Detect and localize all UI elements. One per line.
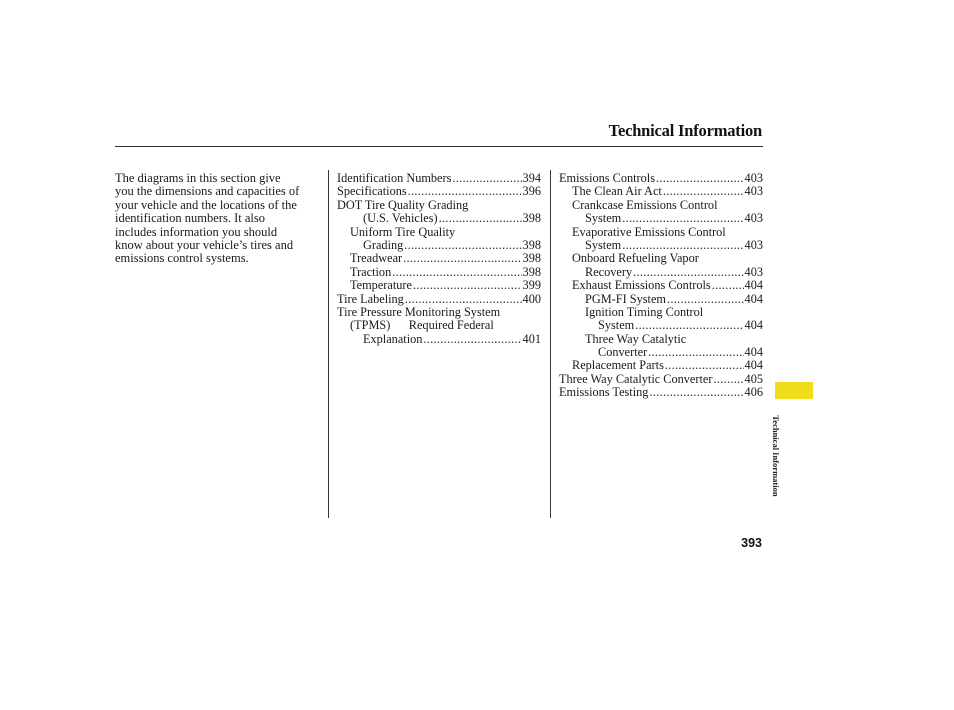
intro-line: emissions control systems.	[115, 251, 249, 266]
section-side-label: Technical Information	[771, 415, 781, 497]
toc-entry-heading: (TPMS) Required Federal	[350, 318, 494, 333]
toc-entry-emissions-testing[interactable]	[559, 386, 763, 399]
dot-leader	[413, 279, 522, 292]
dot-leader	[649, 386, 743, 399]
toc-entry-page: 404	[744, 291, 763, 306]
intro-line: your vehicle and the locations of the	[115, 197, 297, 212]
toc-entry-label: Specifications	[337, 184, 407, 199]
toc-entry-heading: DOT Tire Quality Grading	[337, 197, 469, 212]
toc-entry-heading: Evaporative Emissions Control	[572, 224, 726, 239]
toc-column-2	[559, 172, 763, 400]
toc-entry-label: The Clean Air Act	[572, 184, 662, 199]
toc-entry-page: 403	[744, 184, 763, 199]
toc-entry-label: Three Way Catalytic Converter	[559, 371, 713, 386]
page-number: 393	[741, 536, 762, 550]
toc-entry-evaporative-system[interactable]	[559, 239, 763, 252]
toc-entry-ignition-system[interactable]	[559, 319, 763, 332]
toc-entry-label: Recovery	[585, 264, 633, 279]
toc-entry-label: Tire Labeling	[337, 291, 404, 306]
dot-leader	[667, 293, 744, 306]
toc-entry-page: 400	[522, 291, 541, 306]
toc-entry-recovery[interactable]	[559, 266, 763, 279]
toc-entry-crankcase-system[interactable]	[559, 212, 763, 225]
toc-entry-page: 404	[744, 345, 763, 360]
toc-entry-page: 394	[522, 171, 541, 185]
toc-entry-page: 404	[744, 318, 763, 333]
dot-leader	[408, 185, 522, 198]
toc-entry-page: 404	[744, 278, 763, 293]
dot-leader	[622, 212, 743, 225]
toc-entry-us-vehicles[interactable]	[337, 212, 541, 225]
dot-leader	[648, 346, 743, 359]
toc-entry-traction[interactable]	[337, 266, 541, 279]
toc-entry-label: System	[585, 237, 622, 252]
toc-entry-heading: Crankcase Emissions Control	[572, 197, 718, 212]
toc-entry-label: (U.S. Vehicles)	[363, 211, 438, 226]
intro-paragraph	[115, 172, 323, 266]
dot-leader	[635, 319, 743, 332]
page-title: Technical Information	[608, 121, 762, 140]
toc-entry-label: Replacement Parts	[572, 358, 664, 373]
dot-leader	[423, 333, 521, 346]
toc-entry-treadwear[interactable]	[337, 252, 541, 265]
toc-entry-replacement-parts[interactable]	[559, 359, 763, 372]
intro-line: includes information you should	[115, 224, 278, 239]
intro-line: identification numbers. It also	[115, 211, 265, 226]
toc-entry-page: 403	[744, 171, 763, 185]
dot-leader	[712, 279, 744, 292]
toc-entry-label: Explanation	[363, 331, 423, 346]
toc-entry-label: Traction	[350, 264, 392, 279]
toc-entry-label: Converter	[598, 345, 648, 360]
toc-entry-tire-labeling[interactable]	[337, 293, 541, 306]
dot-leader	[403, 252, 521, 265]
toc-entry-label: Grading	[363, 237, 404, 252]
intro-line: you the dimensions and capacities of	[115, 184, 300, 199]
toc-entry-converter[interactable]	[559, 346, 763, 359]
dot-leader	[404, 239, 521, 252]
toc-entry-label: System	[598, 318, 635, 333]
toc-entry-page: 398	[522, 211, 541, 226]
dot-leader	[663, 185, 744, 198]
dot-leader	[622, 239, 743, 252]
toc-entry-page: 398	[522, 251, 541, 266]
toc-entry-clean-air-act[interactable]	[559, 185, 763, 198]
toc-entry-label: Emissions Testing	[559, 385, 649, 400]
toc-entry-label: PGM-FI System	[585, 291, 666, 306]
column-divider	[550, 170, 551, 518]
toc-entry-page: 403	[744, 264, 763, 279]
section-tab-marker[interactable]	[775, 382, 813, 399]
toc-entry-page: 404	[744, 358, 763, 373]
intro-line: The diagrams in this section give	[115, 171, 281, 185]
dot-leader	[392, 266, 521, 279]
toc-column-1	[337, 172, 541, 346]
dot-leader	[452, 172, 521, 185]
toc-entry-label: System	[585, 211, 622, 226]
toc-entry-label: Emissions Controls	[559, 171, 655, 185]
dot-leader	[633, 266, 743, 279]
toc-entry-page: 405	[744, 371, 763, 386]
toc-entry-page: 406	[744, 385, 763, 400]
toc-entry-heading: Onboard Refueling Vapor	[572, 251, 699, 266]
toc-entry-heading: Uniform Tire Quality	[350, 224, 456, 239]
toc-entry-temperature[interactable]	[337, 279, 541, 292]
toc-entry-heading: Three Way Catalytic	[585, 331, 687, 346]
toc-entry-label: Exhaust Emissions Controls	[572, 278, 711, 293]
toc-entry-label: Temperature	[350, 278, 412, 293]
toc-entry-page: 403	[744, 211, 763, 226]
toc-entry-identification-numbers[interactable]	[337, 172, 541, 185]
toc-entry-page: 396	[522, 184, 541, 199]
toc-entry-specifications[interactable]	[337, 185, 541, 198]
dot-leader	[439, 212, 522, 225]
toc-entry-page: 399	[522, 278, 541, 293]
dot-leader	[665, 359, 744, 372]
dot-leader	[713, 373, 743, 386]
toc-entry-page: 401	[522, 331, 541, 346]
toc-entry-explanation[interactable]	[337, 333, 541, 346]
toc-entry-page: 398	[522, 264, 541, 279]
toc-entry-label: Identification Numbers	[337, 171, 452, 185]
dot-leader	[656, 172, 744, 185]
toc-entry-label: Treadwear	[350, 251, 403, 266]
toc-entry-pgm-fi-system[interactable]	[559, 293, 763, 306]
toc-entry-heading: Ignition Timing Control	[585, 304, 704, 319]
intro-line: know about your vehicle’s tires and	[115, 238, 294, 253]
toc-entry-exhaust-emissions-controls[interactable]	[559, 279, 763, 292]
column-divider	[328, 170, 329, 518]
toc-entry-page: 398	[522, 237, 541, 252]
toc-entry-three-way-catalytic-converter[interactable]	[559, 373, 763, 386]
toc-entry-page: 403	[744, 237, 763, 252]
toc-entry-heading: Tire Pressure Monitoring System	[337, 304, 501, 319]
toc-entry-grading[interactable]	[337, 239, 541, 252]
title-divider	[115, 146, 763, 147]
dot-leader	[405, 293, 522, 306]
toc-entry-emissions-controls[interactable]	[559, 172, 763, 185]
